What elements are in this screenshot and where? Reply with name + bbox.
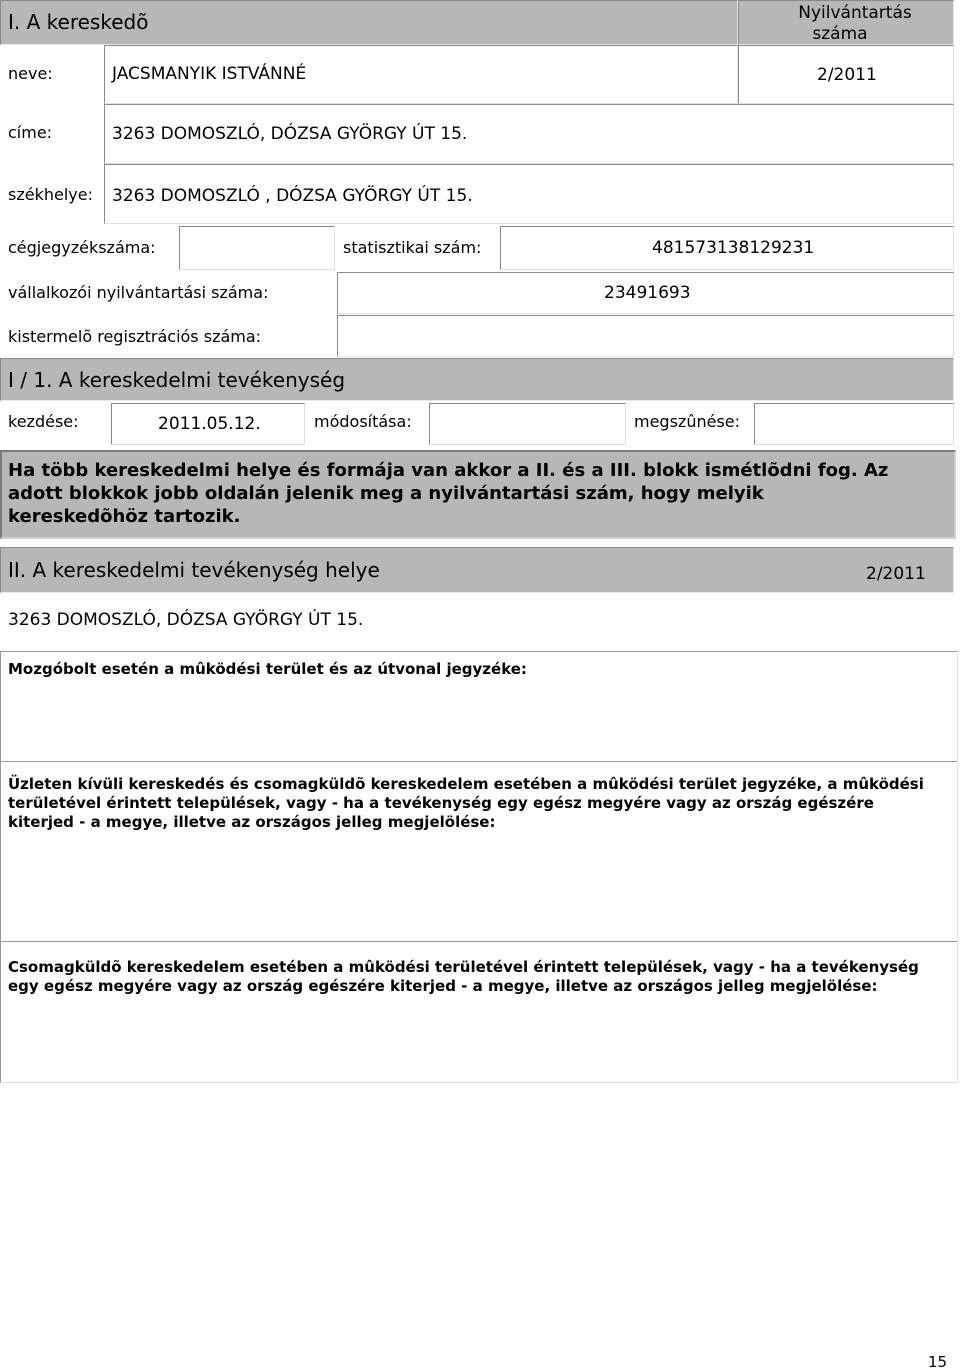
stat-value: 481573138129231 xyxy=(652,238,815,258)
reg-number-header-line1: Nyilvántartás xyxy=(798,3,912,23)
location-reg-number: 2/2011 xyxy=(866,564,926,584)
entrepreneur-label: vállalkozói nyilvántartási száma: xyxy=(8,283,269,302)
mobile-shop-label: Mozgóbolt esetén a mûködési terület és az útvonal jegyzéke: xyxy=(8,660,527,678)
producer-label: kistermelõ regisztrációs száma: xyxy=(8,327,262,346)
repeat-notice-text: Ha több kereskedelmi helye és formája van akkor a II. és a III. blokk ismétlõdni fog. Az adott blokkok jobb oldalán jelenik meg a nyilvántartási szám, hogy melyik kereskedõhöz tartozik. xyxy=(8,460,889,527)
location-address: 3263 DOMOSZLÓ, DÓZSA GYÖRGY ÚT 15. xyxy=(8,610,364,630)
mail-order-label: Csomagküldõ kereskedelem esetében a mûködési területével érintett települések, vagy - ha a tevékenység egy egész megyére vagy az ország egészére kiterjed - a megye, illetve az országos jelleg megjelölése: xyxy=(8,958,919,995)
outside-shop-label: Üzleten kívüli kereskedés és csomagküldõ kereskedelem esetében a mûködési terület jegyzéke, a mûködési területével érintett települések, vagy - ha a tevékenység egy egész megyére vagy az ország egészére kiterjed - a megye, illetve az országos jelleg megjelölése: xyxy=(8,775,924,831)
modification-field xyxy=(429,403,626,445)
entrepreneur-value: 23491693 xyxy=(604,283,691,303)
name-label: neve: xyxy=(8,64,53,83)
location-section-title: II. A kereskedelmi tevékenység helye xyxy=(8,558,380,582)
address-label: címe: xyxy=(8,123,53,142)
merchant-section-title: I. A kereskedõ xyxy=(8,10,149,34)
termination-label: megszûnése: xyxy=(634,412,741,431)
reg-number-value: 2/2011 xyxy=(817,65,877,85)
modification-label: módosítása: xyxy=(314,412,412,431)
seat-value: 3263 DOMOSZLÓ , DÓZSA GYÖRGY ÚT 15. xyxy=(112,186,473,206)
divider-1 xyxy=(1,761,957,762)
producer-field xyxy=(337,315,954,357)
company-reg-label: cégjegyzékszáma: xyxy=(8,238,156,257)
activity-section-title: I / 1. A kereskedelmi tevékenység xyxy=(8,368,346,392)
company-reg-field xyxy=(179,226,335,270)
termination-field xyxy=(754,403,954,445)
name-value: JACSMANYIK ISTVÁNNÉ xyxy=(112,64,307,84)
page-number: 15 xyxy=(928,1353,948,1371)
seat-label: székhelye: xyxy=(8,185,93,204)
divider-2 xyxy=(1,941,957,942)
start-label: kezdése: xyxy=(8,412,79,431)
address-value: 3263 DOMOSZLÓ, DÓZSA GYÖRGY ÚT 15. xyxy=(112,124,468,144)
location-details-frame xyxy=(0,651,958,1083)
reg-number-header-line2: száma xyxy=(812,24,868,44)
start-value: 2011.05.12. xyxy=(158,414,261,434)
stat-label: statisztikai szám: xyxy=(343,238,482,257)
